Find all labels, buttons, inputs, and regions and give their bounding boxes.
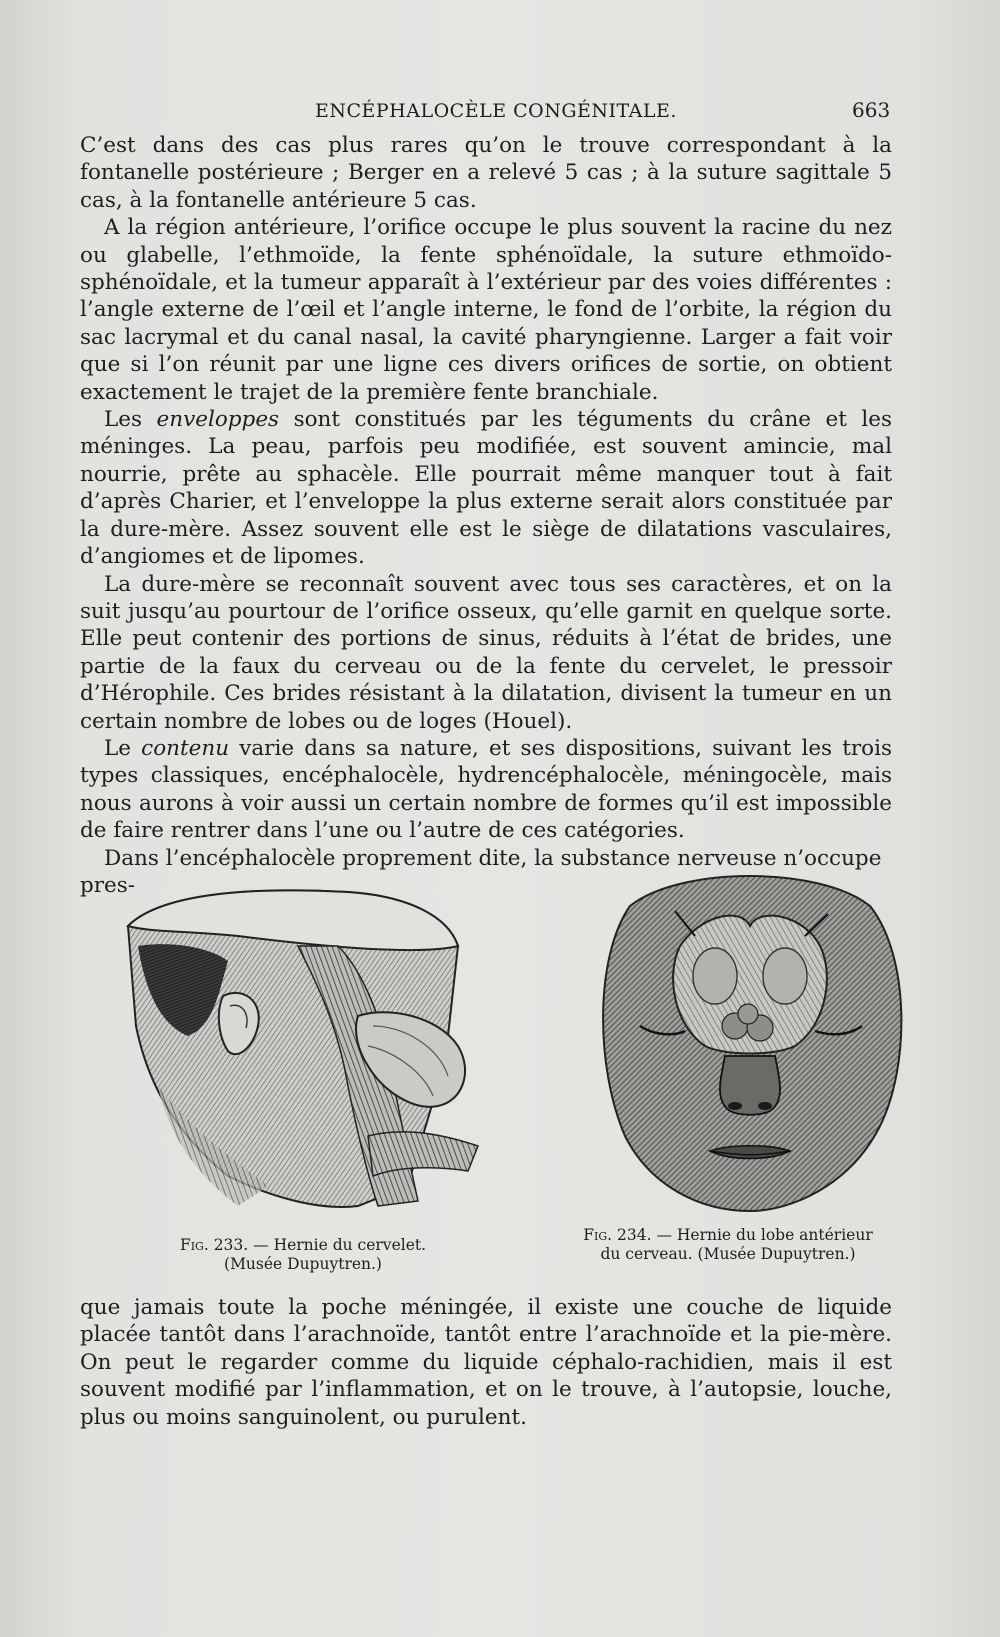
paragraph: que jamais toute la poche méningée, il existe une couche de liquide placée tantôt dans l’arachnoïde, tantôt entre l’arachnoïde et la pie-mère. On peut le regarder comme du liquide céphalo-rachidien, mais il est souvent modifié par l’inflammation, et on le trouve, à l’autopsie, louche, plus ou moins sanguinolent, ou purulent. <box>80 1295 892 1430</box>
caption-text: — Hernie du cervelet. <box>248 1236 427 1254</box>
caption-line: du cerveau. (Musée Dupuytren.) <box>600 1245 856 1263</box>
paragraph-text: sont constitués par les téguments du crâne et les méninges. La peau, parfois peu modifiée, est souvent amincie, mal nourrie, prête au sphacèle. Elle pourrait même manquer tout à fait d’après Charier, et l’enveloppe la plus externe serait alors constituée par la dure-mère. Assez souvent elle est le siège de dilatations vasculaires, d’angiomes et de lipomes. <box>80 407 892 570</box>
paragraph: C’est dans des cas plus rares qu’on le trouve correspondant à la fontanelle postérieure ; Berger en a relevé 5 cas ; à la suture sagittale 5 cas, à la fontanelle antérieure 5 cas. <box>80 133 892 213</box>
paragraph <box>80 735 892 845</box>
figure-label: Fig. 233. <box>179 1236 249 1254</box>
figure-234-caption <box>568 1226 888 1264</box>
caption-line <box>568 1226 888 1245</box>
running-title: ENCÉPHALOCÈLE CONGÉNITALE. <box>315 100 677 122</box>
caption-line <box>168 1236 438 1255</box>
paragraph-text: varie dans sa nature, et ses dispositions, suivant les trois types classiques, encéphalocèle, hydrencéphalocèle, méningocèle, mais nous aurons à voir aussi un certain nombre de formes qu’il est impossible de faire rentrer dans l’une ou l’autre de ces catégories. <box>80 735 893 844</box>
paragraph-text: Le <box>104 735 142 761</box>
figure-233-caption <box>168 1236 438 1274</box>
body-text-lower <box>80 1294 892 1431</box>
body-text-upper <box>80 132 892 899</box>
page-header <box>0 100 1000 130</box>
page-number: 663 <box>852 98 891 122</box>
figure-234-illustration <box>590 866 908 1216</box>
figure-233-illustration <box>118 886 500 1226</box>
figure-label: Fig. 234. <box>583 1226 652 1244</box>
italic-term: enveloppes <box>156 407 280 433</box>
paragraph-text: Les <box>104 407 157 433</box>
paragraph: Dans l’encéphalocèle proprement dite, la substance nerveuse n’occupe pres- <box>80 845 882 898</box>
caption-line: (Musée Dupuytren.) <box>224 1255 382 1273</box>
paragraph <box>80 406 892 570</box>
caption-text: — Hernie du lobe antérieur <box>651 1226 873 1244</box>
italic-term: contenu <box>141 735 230 761</box>
paragraph: La dure-mère se reconnaît souvent avec tous ses caractères, et on la suit jusqu’au pourtour de l’orifice osseux, qu’elle garnit en quelque sorte. Elle peut contenir des portions de sinus, réduits à l’état de brides, une partie de la faux du cerveau ou de la fente du cervelet, le pressoir d’Hérophile. Ces brides résistant à la dilatation, divisent la tumeur en un certain nombre de lobes ou de loges (Houel). <box>80 571 892 734</box>
paragraph: A la région antérieure, l’orifice occupe le plus souvent la racine du nez ou glabelle, l’ethmoïde, la fente sphénoïdale, la suture ethmoïdo-sphénoïdale, et la tumeur apparaît à l’extérieur par des voies différentes : l’angle externe de l’œil et l’angle interne, le fond de l’orbite, la région du sac lacrymal et du canal nasal, la cavité pharyngienne. Larger a fait voir que si l’on réunit par une ligne ces divers orifices de sortie, on obtient exactement le trajet de la première fente branchiale. <box>80 215 892 405</box>
